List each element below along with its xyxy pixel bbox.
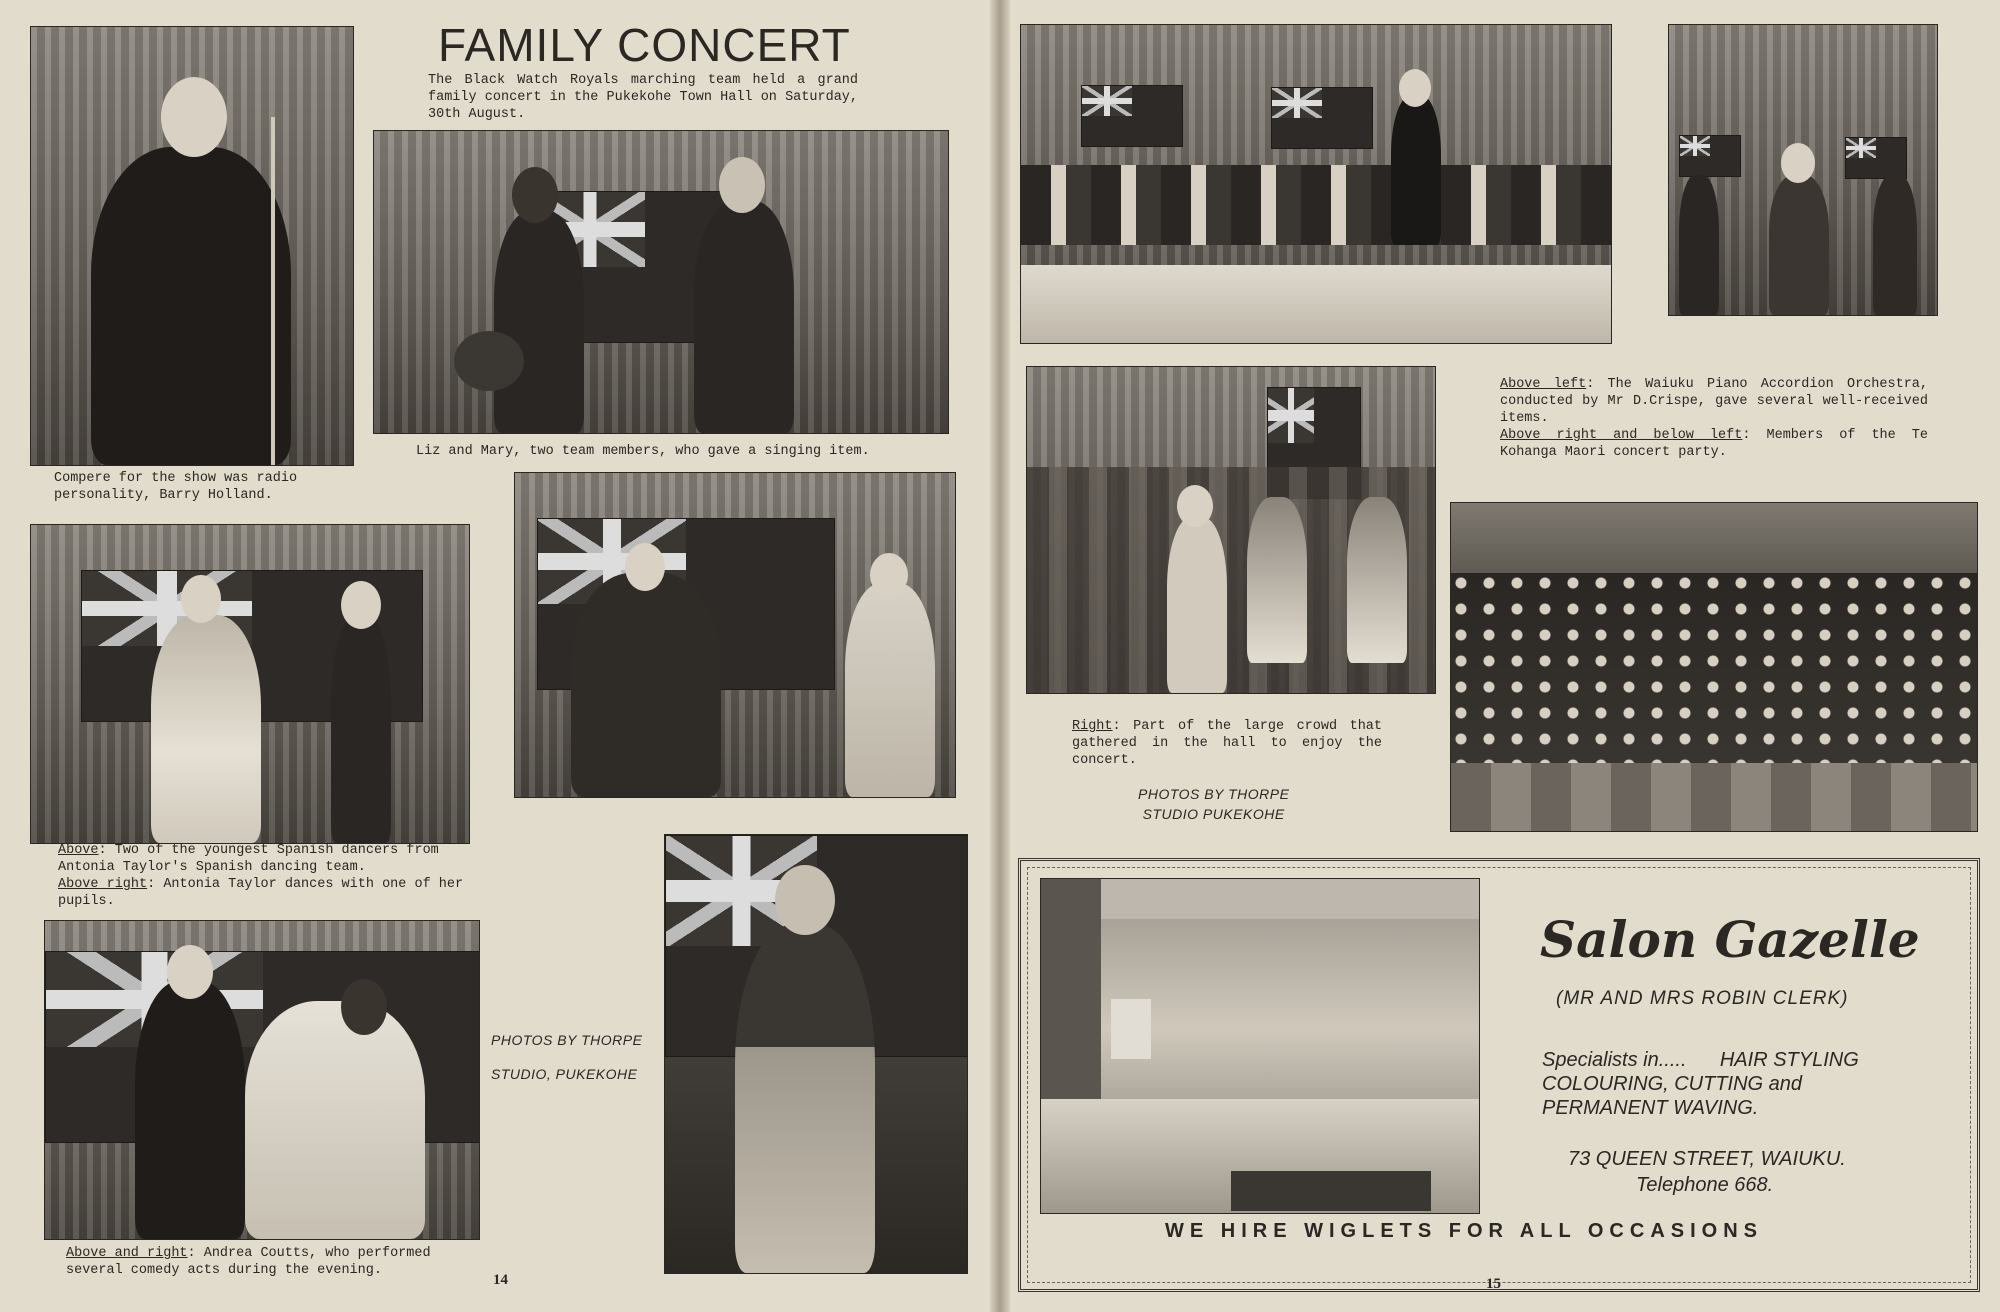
caption-maori-text: : Members of the Te Kohanga Maori concert party. [1500, 428, 1928, 460]
page-number-right: 15 [1486, 1276, 1501, 1292]
caption-liz-mary: Liz and Mary, two team members, who gave a singing item. [416, 444, 870, 459]
photo-credit-right [1138, 784, 1289, 824]
caption-spanish-above-text: : Two of the youngest Spanish dancers from Antonia Taylor's Spanish dancing team. [58, 843, 439, 875]
salon-banner: WE HIRE WIGLETS FOR ALL OCCASIONS [1165, 1220, 1763, 1242]
caption-spanish-right-label: Above right [58, 877, 148, 892]
caption-crowd-label: Right [1072, 719, 1113, 734]
caption-maori-label: Above right and below left [1500, 428, 1743, 443]
caption-coutts-text: : Andrea Coutts, who performed several comedy acts during the evening. [66, 1246, 431, 1278]
photo-crowd [1450, 502, 1978, 832]
intro-text: The Black Watch Royals marching team held a grand family concert in the Pukekohe Town Hall on Saturday, 30th August. [428, 73, 858, 122]
caption-crowd [1072, 718, 1382, 769]
page-number-left: 14 [493, 1272, 508, 1288]
caption-spanish-right-text: : Antonia Taylor dances with one of her pupils. [58, 877, 464, 909]
salon-service-1: HAIR STYLING [1719, 1049, 1859, 1071]
caption-orchestra-maori [1500, 376, 1928, 461]
photo-compere [30, 26, 354, 466]
caption-orchestra-label: Above left [1500, 377, 1587, 392]
salon-telephone: Telephone 668. [1636, 1174, 1774, 1196]
salon-specialists-prefix: Specialists in..... [1542, 1049, 1687, 1071]
salon-address: 73 QUEEN STREET, WAIUKU. [1568, 1148, 1846, 1170]
caption-orchestra-text: : The Waiuku Piano Accordion Orchestra, conducted by Mr D.Crispe, gave several well-received items. [1500, 377, 1928, 426]
page-title: FAMILY CONCERT [438, 19, 851, 71]
caption-spanish [58, 842, 468, 910]
photo-andrea-coutts-gown [664, 834, 968, 1274]
salon-services [1542, 1048, 1859, 1120]
photo-spanish-dancers [30, 524, 470, 844]
page-gutter [990, 0, 1010, 1312]
photo-liz-mary [373, 130, 949, 434]
photo-salon-interior [1040, 878, 1480, 1214]
caption-crowd-text: : Part of the large crowd that gathered in the hall to enjoy the concert. [1072, 719, 1382, 768]
salon-service-3: PERMANENT WAVING. [1542, 1097, 1759, 1119]
photo-credit-left [491, 1028, 642, 1086]
photo-credit-right-line2: STUDIO PUKEKOHE [1142, 806, 1285, 822]
salon-service-2: COLOURING, CUTTING and [1542, 1073, 1803, 1095]
caption-spanish-above-label: Above [58, 843, 99, 858]
salon-owners: (MR AND MRS ROBIN CLERK) [1556, 988, 1849, 1009]
photo-antonia-taylor [514, 472, 956, 798]
caption-coutts-label: Above and right [66, 1246, 188, 1261]
caption-compere: Compere for the show was radio personality, Barry Holland. [54, 471, 298, 503]
caption-coutts [66, 1245, 486, 1279]
photo-credit-left-line1: PHOTOS BY THORPE [491, 1032, 643, 1048]
photo-maori-party-top [1668, 24, 1938, 316]
salon-name: Salon Gazelle [1540, 910, 1920, 969]
photo-accordion-orchestra [1020, 24, 1612, 344]
photo-credit-left-line2: STUDIO, PUKEKOHE [491, 1066, 638, 1082]
photo-maori-party-bottom [1026, 366, 1436, 694]
photo-andrea-coutts-comedy [44, 920, 480, 1240]
photo-credit-right-line1: PHOTOS BY THORPE [1138, 786, 1290, 802]
